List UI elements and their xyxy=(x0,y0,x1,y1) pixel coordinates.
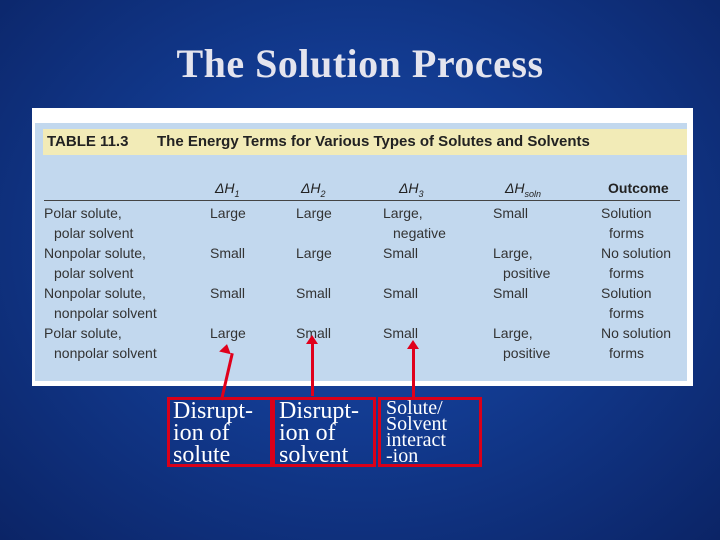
arrow-dh3 xyxy=(412,349,415,397)
table-cell-dh1: Small xyxy=(210,285,246,301)
col-head-dh2: $\Delta H_2$ xyxy=(301,180,326,199)
table-cell-dh1: Large xyxy=(210,205,246,221)
table-cell-type: Polar solute, polar solvent xyxy=(44,205,134,241)
table-cell-outcome: Solution forms xyxy=(601,285,652,321)
table-cell-dhsoln: Small xyxy=(493,285,529,301)
col-head-dhsoln: $\Delta H_{soln}$ xyxy=(505,180,542,199)
table-cell-dh3: Small xyxy=(383,325,419,341)
table-header xyxy=(43,129,687,155)
table-cell-dhsoln: Large, positive xyxy=(493,245,551,281)
table-cell-dhsoln: Small xyxy=(493,205,529,221)
table-cell-type: Nonpolar solute, nonpolar solvent xyxy=(44,285,157,321)
table-cell-dh1: Large xyxy=(210,325,246,341)
table-cell-outcome: No solution forms xyxy=(601,245,672,281)
col-head-dh1: $\Delta H_1$ xyxy=(215,180,240,199)
table-panel xyxy=(35,123,687,381)
label-solute-solvent-interaction: Solute/ Solvent interact -ion xyxy=(378,397,482,467)
header-rule xyxy=(44,200,680,201)
table-cell-dh3: Small xyxy=(383,285,419,301)
label-disruption-of-solvent: Disrupt- ion of solvent xyxy=(272,397,376,467)
arrow-dh3-head xyxy=(407,340,419,349)
arrow-dh2-head xyxy=(306,335,318,344)
table-number: TABLE 11.3 xyxy=(47,133,129,150)
table-cell-dh3: Small xyxy=(383,245,419,261)
table-cell-dh2: Small xyxy=(296,285,332,301)
table-cell-dh2: Large xyxy=(296,205,332,221)
table-caption: The Energy Terms for Various Types of Solutes and Solvents xyxy=(157,133,590,150)
table-cell-type: Polar solute, nonpolar solvent xyxy=(44,325,157,361)
table-cell-outcome: Solution forms xyxy=(601,205,652,241)
col-head-outcome: Outcome xyxy=(608,180,669,196)
table-image xyxy=(32,108,693,386)
table-cell-outcome: No solution forms xyxy=(601,325,672,361)
col-head-dh3: $\Delta H_3$ xyxy=(399,180,424,199)
slide-title: The Solution Process xyxy=(176,41,544,86)
table-cell-dh3: Large, negative xyxy=(383,205,446,241)
table-cell-dh1: Small xyxy=(210,245,246,261)
table-cell-dh2: Small xyxy=(296,325,332,341)
table-cell-dh2: Large xyxy=(296,245,332,261)
label-disruption-of-solute: Disrupt- ion of solute xyxy=(167,397,273,467)
arrow-dh2 xyxy=(311,344,314,396)
table-cell-type: Nonpolar solute, polar solvent xyxy=(44,245,146,281)
table-cell-dhsoln: Large, positive xyxy=(493,325,551,361)
